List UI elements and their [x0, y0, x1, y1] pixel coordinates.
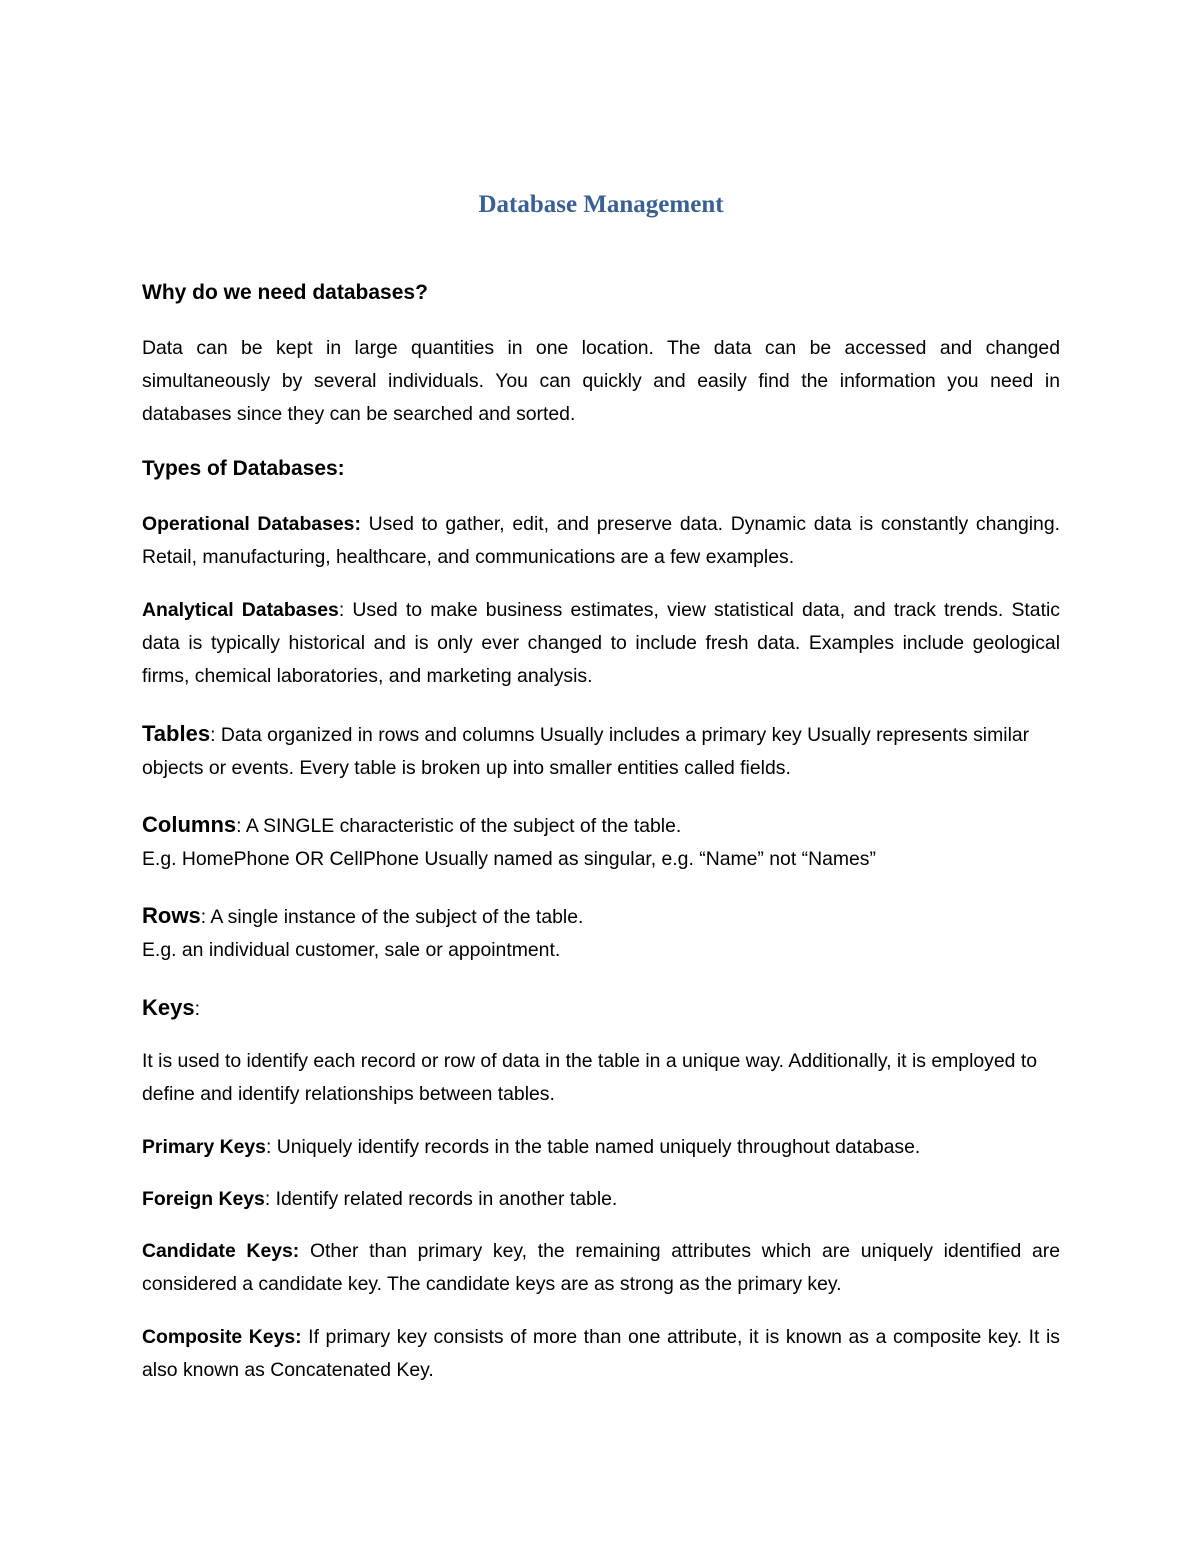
rows-colon: :	[200, 906, 207, 928]
candidate-keys-paragraph	[142, 1235, 1060, 1301]
primary-keys-text: Uniquely identify records in the table named uniquely throughout database.	[271, 1136, 921, 1158]
composite-keys-term: Composite Keys:	[142, 1326, 302, 1348]
foreign-keys-text: Identify related records in another table.	[270, 1188, 618, 1210]
document-title: Database Management	[478, 191, 724, 218]
document-page	[142, 0, 1060, 1553]
rows-line1: A single instance of the subject of the table.	[206, 906, 584, 928]
foreign-keys-paragraph	[142, 1183, 1060, 1216]
columns-term: Columns	[142, 812, 237, 837]
columns-line2: E.g. HomePhone OR CellPhone Usually named as singular, e.g. “Name” not “Names”	[142, 848, 876, 870]
analytical-paragraph	[142, 594, 1060, 693]
candidate-keys-text: Other than primary key, the remaining attributes which are uniquely identified are considered a candidate key. The candidate keys are as strong as the primary key.	[142, 1240, 1060, 1295]
tables-term: Tables	[142, 721, 211, 746]
operational-term: Operational Databases:	[142, 513, 361, 535]
keys-intro-paragraph: It is used to identify each record or row of data in the table in a unique way. Additionally, it is employed to define and identify relationships between tables.	[142, 1050, 1037, 1105]
keys-colon: :	[194, 998, 200, 1020]
composite-keys-paragraph	[142, 1321, 1060, 1387]
primary-keys-term: Primary Keys	[142, 1136, 266, 1158]
columns-colon: :	[236, 815, 242, 837]
why-heading: Why do we need databases?	[142, 281, 428, 304]
keys-heading	[142, 991, 1060, 1026]
foreign-keys-term: Foreign Keys	[142, 1188, 265, 1210]
tables-colon: :	[210, 724, 216, 746]
columns-paragraph	[142, 808, 1060, 876]
analytical-colon: :	[338, 599, 345, 621]
composite-keys-text: If primary key consists of more than one attribute, it is known as a composite key. It is also known as Concatenated Key.	[142, 1326, 1060, 1381]
rows-paragraph	[142, 899, 1060, 967]
types-heading: Types of Databases:	[142, 457, 345, 480]
why-paragraph: Data can be kept in large quantities in one location. The data can be accessed and changed simultaneously by several individuals. You can quickly and easily find the information you need in databases since they can be searched and sorted.	[142, 337, 1060, 425]
rows-term: Rows	[142, 903, 201, 928]
operational-paragraph	[142, 508, 1060, 574]
operational-text: Used to gather, edit, and preserve data. Dynamic data is constantly changing. Retail, manufacturing, healthcare, and communications are a few examples.	[142, 513, 1060, 568]
keys-term: Keys	[142, 995, 195, 1020]
tables-text: Data organized in rows and columns Usually includes a primary key Usually represents similar objects or events. Every table is broken up into smaller entities called fields.	[142, 724, 1030, 779]
analytical-text: Used to make business estimates, view statistical data, and track trends. Static data is typically historical and is only ever changed to include fresh data. Examples include geological firms, chemical laboratories, and marketing analysis.	[142, 599, 1060, 687]
rows-line2: E.g. an individual customer, sale or appointment.	[142, 939, 561, 961]
primary-keys-paragraph	[142, 1131, 1060, 1164]
foreign-keys-colon: :	[264, 1188, 271, 1210]
tables-paragraph	[142, 717, 1060, 785]
analytical-term: Analytical Databases	[142, 599, 339, 621]
columns-line1: A SINGLE characteristic of the subject of the table.	[241, 815, 682, 837]
candidate-keys-term: Candidate Keys:	[142, 1240, 300, 1262]
primary-keys-colon: :	[265, 1136, 272, 1158]
